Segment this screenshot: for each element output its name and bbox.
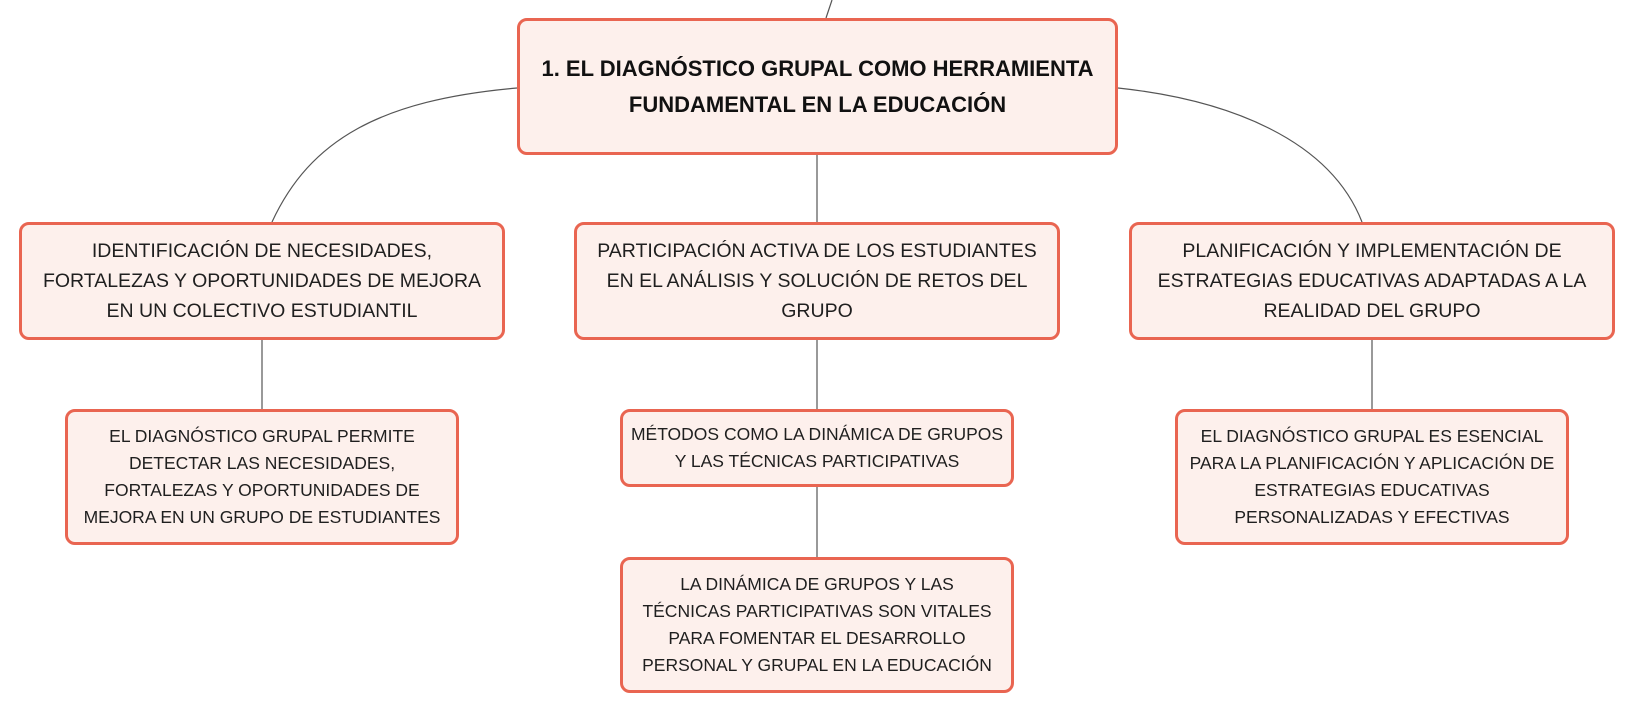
detail-label: EL DIAGNÓSTICO GRUPAL PERMITE DETECTAR LAS NECESIDADES, FORTALEZAS Y OPORTUNIDADES DE MEJORA EN UN GRUPO DE ESTUDIANTES xyxy=(83,426,441,527)
subdetail-label: LA DINÁMICA DE GRUPOS Y LAS TÉCNICAS PARTICIPATIVAS SON VITALES PARA FOMENTAR EL DESARROLLO PERSONAL Y GRUPAL EN LA EDUCACIÓN xyxy=(642,574,992,675)
branch-identificacion[interactable] xyxy=(19,222,505,340)
branch-participacion[interactable] xyxy=(574,222,1060,340)
branch-label: PARTICIPACIÓN ACTIVA DE LOS ESTUDIANTES EN EL ANÁLISIS Y SOLUCIÓN DE RETOS DEL GRUPO xyxy=(597,240,1037,322)
root-topic-label: 1. EL DIAGNÓSTICO GRUPAL COMO HERRAMIENTA FUNDAMENTAL EN LA EDUCACIÓN xyxy=(541,55,1094,117)
detail-metodos[interactable] xyxy=(620,409,1014,487)
branch-planificacion[interactable] xyxy=(1129,222,1615,340)
branch-label: PLANIFICACIÓN Y IMPLEMENTACIÓN DE ESTRATEGIAS EDUCATIVAS ADAPTADAS A LA REALIDAD DEL GRUPO xyxy=(1157,240,1587,322)
subdetail-dinamica[interactable] xyxy=(620,557,1014,693)
detail-label: MÉTODOS COMO LA DINÁMICA DE GRUPOS Y LAS TÉCNICAS PARTICIPATIVAS xyxy=(630,424,1004,471)
detail-planificacion[interactable] xyxy=(1175,409,1569,545)
connector-parent-edge xyxy=(826,0,832,18)
connector-root-to-branch-3 xyxy=(1118,88,1362,222)
detail-label: EL DIAGNÓSTICO GRUPAL ES ESENCIAL PARA LA PLANIFICACIÓN Y APLICACIÓN DE ESTRATEGIAS EDUCATIVAS PERSONALIZADAS Y EFECTIVAS xyxy=(1189,426,1555,527)
detail-deteccion[interactable] xyxy=(65,409,459,545)
root-topic[interactable] xyxy=(517,18,1118,155)
branch-label: IDENTIFICACIÓN DE NECESIDADES, FORTALEZAS Y OPORTUNIDADES DE MEJORA EN UN COLECTIVO ESTUDIANTIL xyxy=(42,240,482,322)
connector-root-to-branch-1 xyxy=(272,88,517,222)
